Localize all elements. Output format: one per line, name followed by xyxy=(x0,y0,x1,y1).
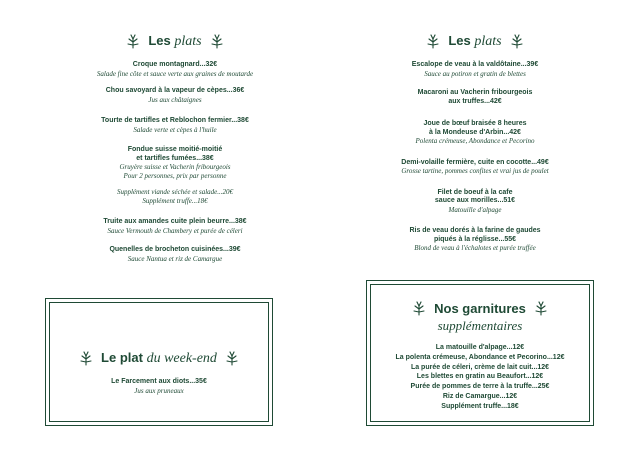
dish-description: Sauce Nantua et riz de Camargue xyxy=(127,254,223,263)
dish-description: Sauce au potiron et gratin de blettes xyxy=(424,69,526,78)
weekend-dish xyxy=(50,378,268,395)
menu-item xyxy=(345,159,605,176)
dish-description: Sauce Vermouth de Chambery et purée de céleri xyxy=(107,226,243,235)
sprig-icon xyxy=(126,33,140,49)
left-heading-text: Les plats xyxy=(148,32,202,49)
garnish-item: Riz de Camargue...12€ xyxy=(442,392,518,400)
dish-title: Ris de veau dorés à la farine de gaudes piqués à la réglisse...55€ xyxy=(409,227,541,243)
menu-item xyxy=(345,61,605,78)
left-section-heading xyxy=(45,30,305,52)
sprig-icon xyxy=(79,350,93,366)
garnish-item: Purée de pommes de terre à la truffe...25€ xyxy=(410,383,550,391)
dish-title: Fondue suisse moitié-moitié et tartifles fumées...38€ xyxy=(127,146,223,162)
sprig-icon xyxy=(426,33,440,49)
weekend-heading xyxy=(50,347,268,369)
dish-description: Grosse tartine, pommes confites et vrai jus de poulet xyxy=(401,167,549,175)
dish-title: Filet de boeuf à la cafe sauce aux morilles...51€ xyxy=(434,188,516,204)
dish-description: Matouille d'alpage xyxy=(448,205,502,214)
sprig-icon xyxy=(210,33,224,49)
sprig-icon xyxy=(412,300,426,316)
dish-description: Polenta crémeuse, Abondance et Pecorino xyxy=(415,137,535,145)
garnish-item: La matouille d'alpage...12€ xyxy=(435,344,525,351)
menu-item xyxy=(45,146,305,180)
menu-item xyxy=(45,218,305,235)
supplement-text: Supplément viande séchée et salade...20€ Supplément truffe...18€ xyxy=(116,188,234,205)
sprig-icon xyxy=(225,350,239,366)
dish-description: Salade verte et cèpes à l'huile xyxy=(133,125,217,134)
menu-item xyxy=(45,246,305,263)
dish-title: Tourte de tartifles et Reblochon fermier...38€ xyxy=(101,117,249,124)
dish-title: Le Farcement aux diots...35€ xyxy=(111,378,207,385)
garnish-box xyxy=(366,280,594,426)
weekend-inner-frame xyxy=(49,302,269,422)
garnish-item: Supplément truffe...18€ xyxy=(441,402,519,410)
garnish-heading xyxy=(371,297,589,319)
garnish-inner-frame xyxy=(370,284,590,422)
menu-item xyxy=(345,189,605,215)
sprig-icon xyxy=(534,300,548,316)
weekend-heading-text: Le plat du week-end xyxy=(101,349,217,366)
dish-title: Macaroni au Vacherin fribourgeois aux truffes...42€ xyxy=(417,89,533,105)
menu-item xyxy=(45,87,305,104)
menu-item xyxy=(45,117,305,134)
menu-item xyxy=(345,227,605,253)
dish-description: Salade fine côte et sauce verte aux graines de moutarde xyxy=(96,69,254,78)
menu-item xyxy=(345,120,605,146)
garnish-subheading: supplémentaires xyxy=(437,318,523,333)
menu-item xyxy=(45,61,305,78)
dish-title: Demi-volaille fermière, cuite en cocotte...49€ xyxy=(401,158,549,166)
garnish-heading-text: Nos garnitures xyxy=(434,300,526,316)
dish-title: Quenelles de brocheton cuisinées...39€ xyxy=(109,246,241,253)
menu-item xyxy=(345,89,605,106)
supplement-note xyxy=(45,188,305,205)
dish-description: Gruyère suisse et Vacherin fribourgeois Pour 2 personnes, prix par personne xyxy=(119,163,231,180)
dish-title: Truite aux amandes cuite plein beurre...38€ xyxy=(103,218,247,225)
dish-description: Jus aux châtaignes xyxy=(148,95,202,104)
right-section-heading xyxy=(345,30,605,52)
left-menu-column xyxy=(45,0,305,263)
dish-description: Blond de veau à l'échalotes et purée truffée xyxy=(414,244,536,252)
right-heading-text: Les plats xyxy=(448,32,502,49)
weekend-special-box xyxy=(45,298,273,426)
dish-title: Croque montagnard...32€ xyxy=(132,61,218,68)
garnish-item: Les blettes en gratin au Beaufort...12€ xyxy=(416,373,544,381)
garnish-item: La purée de céleri, crème de lait cuit...12€ xyxy=(410,363,550,371)
right-menu-column xyxy=(345,0,605,253)
dish-title: Escalope de veau à la valdôtaine...39€ xyxy=(411,61,539,68)
sprig-icon xyxy=(510,33,524,49)
dish-title: Joue de bœuf braisée 8 heures à la Mondeuse d'Arbin...42€ xyxy=(423,120,527,136)
dish-title: Chou savoyard à la vapeur de cèpes...36€ xyxy=(105,87,245,94)
garnish-item: La polenta crémeuse, Abondance et Pecorino...12€ xyxy=(395,353,565,361)
dish-description: Jus aux pruneaux xyxy=(134,386,184,395)
